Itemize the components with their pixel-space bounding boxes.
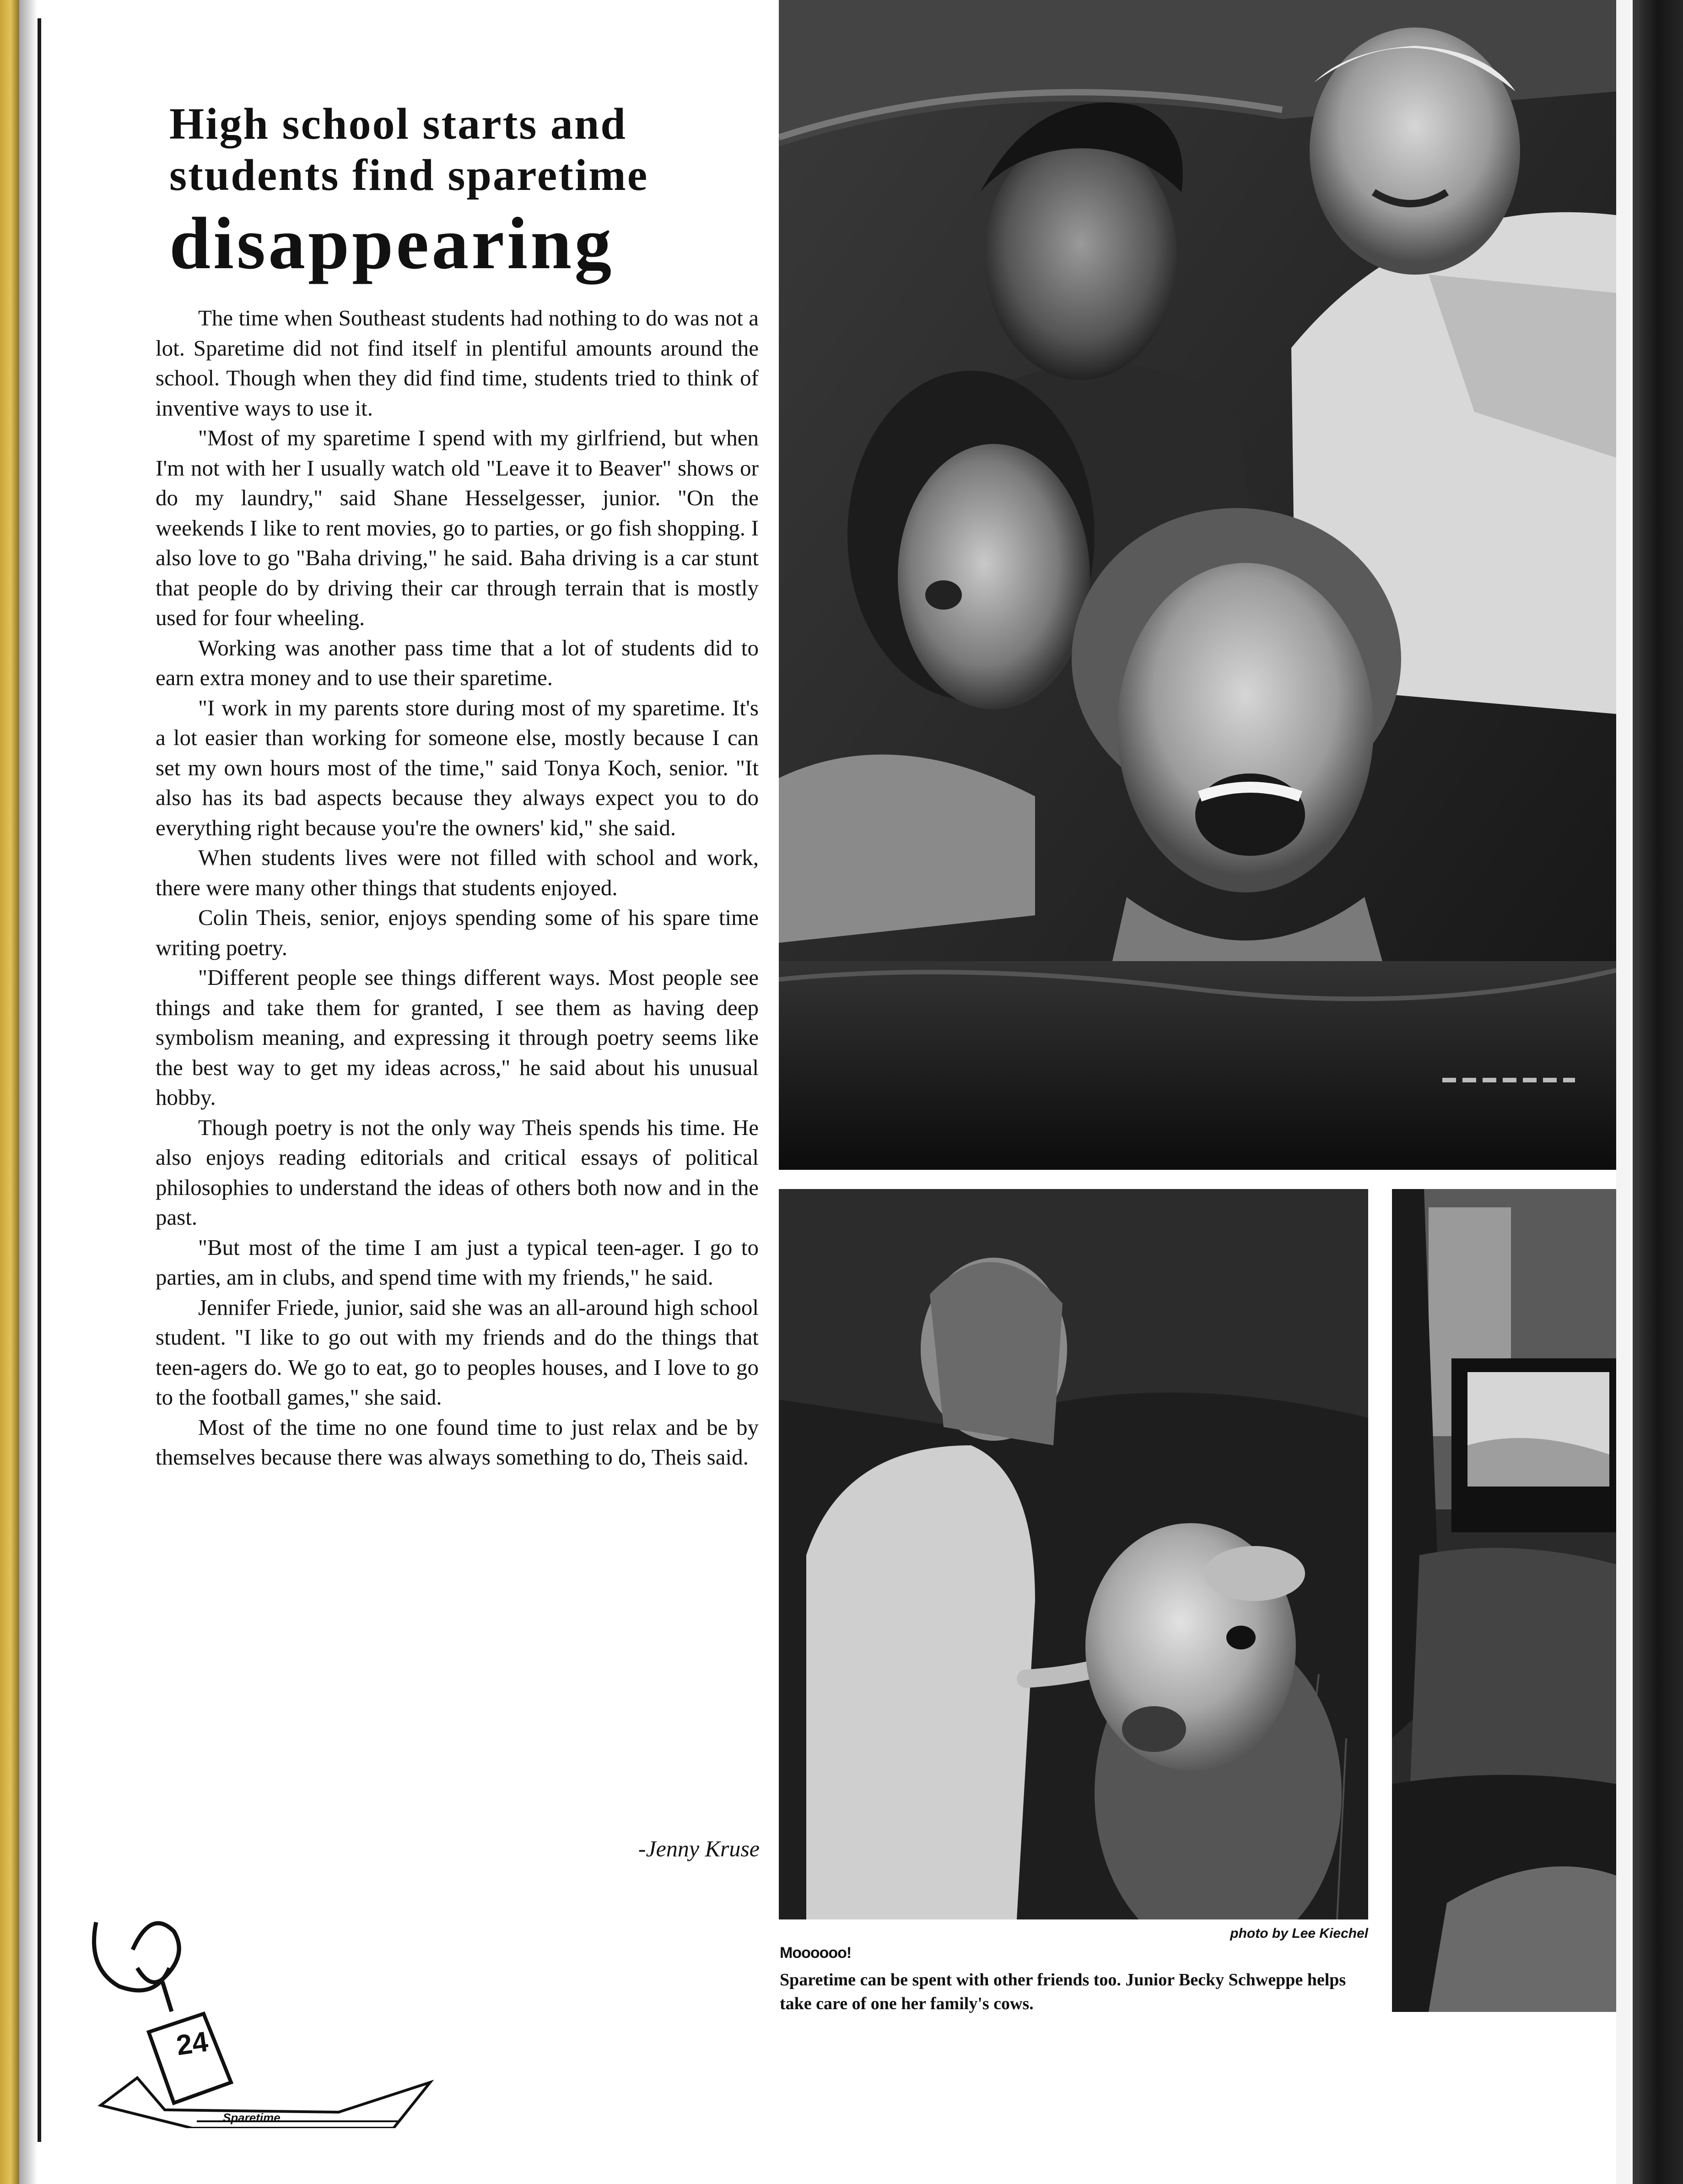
- article-byline: -Jenny Kruse: [638, 1836, 760, 1861]
- paragraph: When students lives were not filled with school and work, there were many other things that students enjoyed.: [156, 845, 759, 900]
- article-body: [156, 303, 759, 1472]
- caption-text: Sparetime can be spent with other friends too. Junior Becky Schweppe helps take care of one her family's cows.: [780, 1970, 1346, 2013]
- cow-photo-art: [779, 1189, 1368, 1919]
- page-edge: [1616, 0, 1633, 2184]
- binding-strip: [0, 0, 19, 2184]
- paragraph: Jennifer Friede, junior, said she was an all-around high school student. "I like to go out with my friends and do the things that teen-agers do. We go to eat, go to peoples houses, and I love to go to the football games," she said.: [156, 1294, 759, 1410]
- paragraph: Though poetry is not the only way Theis spends his time. He also enjoys reading editorials and critical essays of political philosophies to understand the ideas of others both now and in the past.: [156, 1114, 759, 1230]
- binding-shadow: [19, 0, 38, 2184]
- living-room-photo-art: [1392, 1189, 1616, 2012]
- headline-line-1: High school starts and: [169, 99, 627, 149]
- binding-rule: [38, 18, 41, 2142]
- cow-photo: [779, 1189, 1368, 1919]
- page-number: 24: [174, 2026, 210, 2062]
- paragraph: "Most of my sparetime I spend with my girlfriend, but when I'm not with her I usually watch old "Leave it to Beaver" shows or do my laundry," said Shane Hesselgesser, junior. "On the weekends I like to rent movies, go to parties, or go fish shopping. I also love to go "Baha driving," he said. Baha driving is a car stunt that people do by driving their car through terrain that is mostly used for four wheeling.: [156, 425, 759, 630]
- paragraph: The time when Southeast students had nothing to do was not a lot. Sparetime did not find itself in plentiful amounts around the school. Though when they did find time, students tried to think of inventive ways to use it.: [156, 305, 759, 421]
- paragraph: Most of the time no one found time to just relax and be by themselves because there was always something to do, Theis said.: [156, 1414, 759, 1470]
- paragraph: "Different people see things different ways. Most people see things and take them for granted, I see them as having deep symbolism meaning, and expressing it through poetry seems like the best way to get my ideas across," he said about his unusual hobby.: [156, 965, 759, 1110]
- paragraph: "I work in my parents store during most of my sparetime. It's a lot easier than working for someone else, mostly because I can set my own hours most of the time," said Tonya Koch, senior. "It also has its bad aspects because they always expect you to do everything right because you're the owners' kid," she said.: [156, 695, 759, 840]
- paragraph: Working was another pass time that a lot of students did to earn extra money and to use their sparetime.: [156, 635, 759, 690]
- article-headline: [169, 98, 764, 284]
- section-label: Sparetime: [223, 2111, 280, 2125]
- living-room-photo: [1392, 1189, 1616, 2012]
- headline-line-2: students find sparetime: [169, 151, 649, 200]
- caption-title: Moooooo!: [780, 1944, 852, 1962]
- photo-credit: photo by Lee Kiechel: [1230, 1926, 1368, 1941]
- hot-tub-photo-art: [779, 0, 1616, 1170]
- headline-emphasis: disappearing: [169, 203, 615, 285]
- next-page-edge: [1633, 0, 1683, 2184]
- hot-tub-photo: [779, 0, 1616, 1170]
- folio-pennant-logo: [82, 1913, 439, 2128]
- paragraph: "But most of the time I am just a typical teen-ager. I go to parties, am in clubs, and spend time with my friends," he said.: [156, 1234, 759, 1290]
- paragraph: Colin Theis, senior, enjoys spending some of his spare time writing poetry.: [156, 905, 759, 960]
